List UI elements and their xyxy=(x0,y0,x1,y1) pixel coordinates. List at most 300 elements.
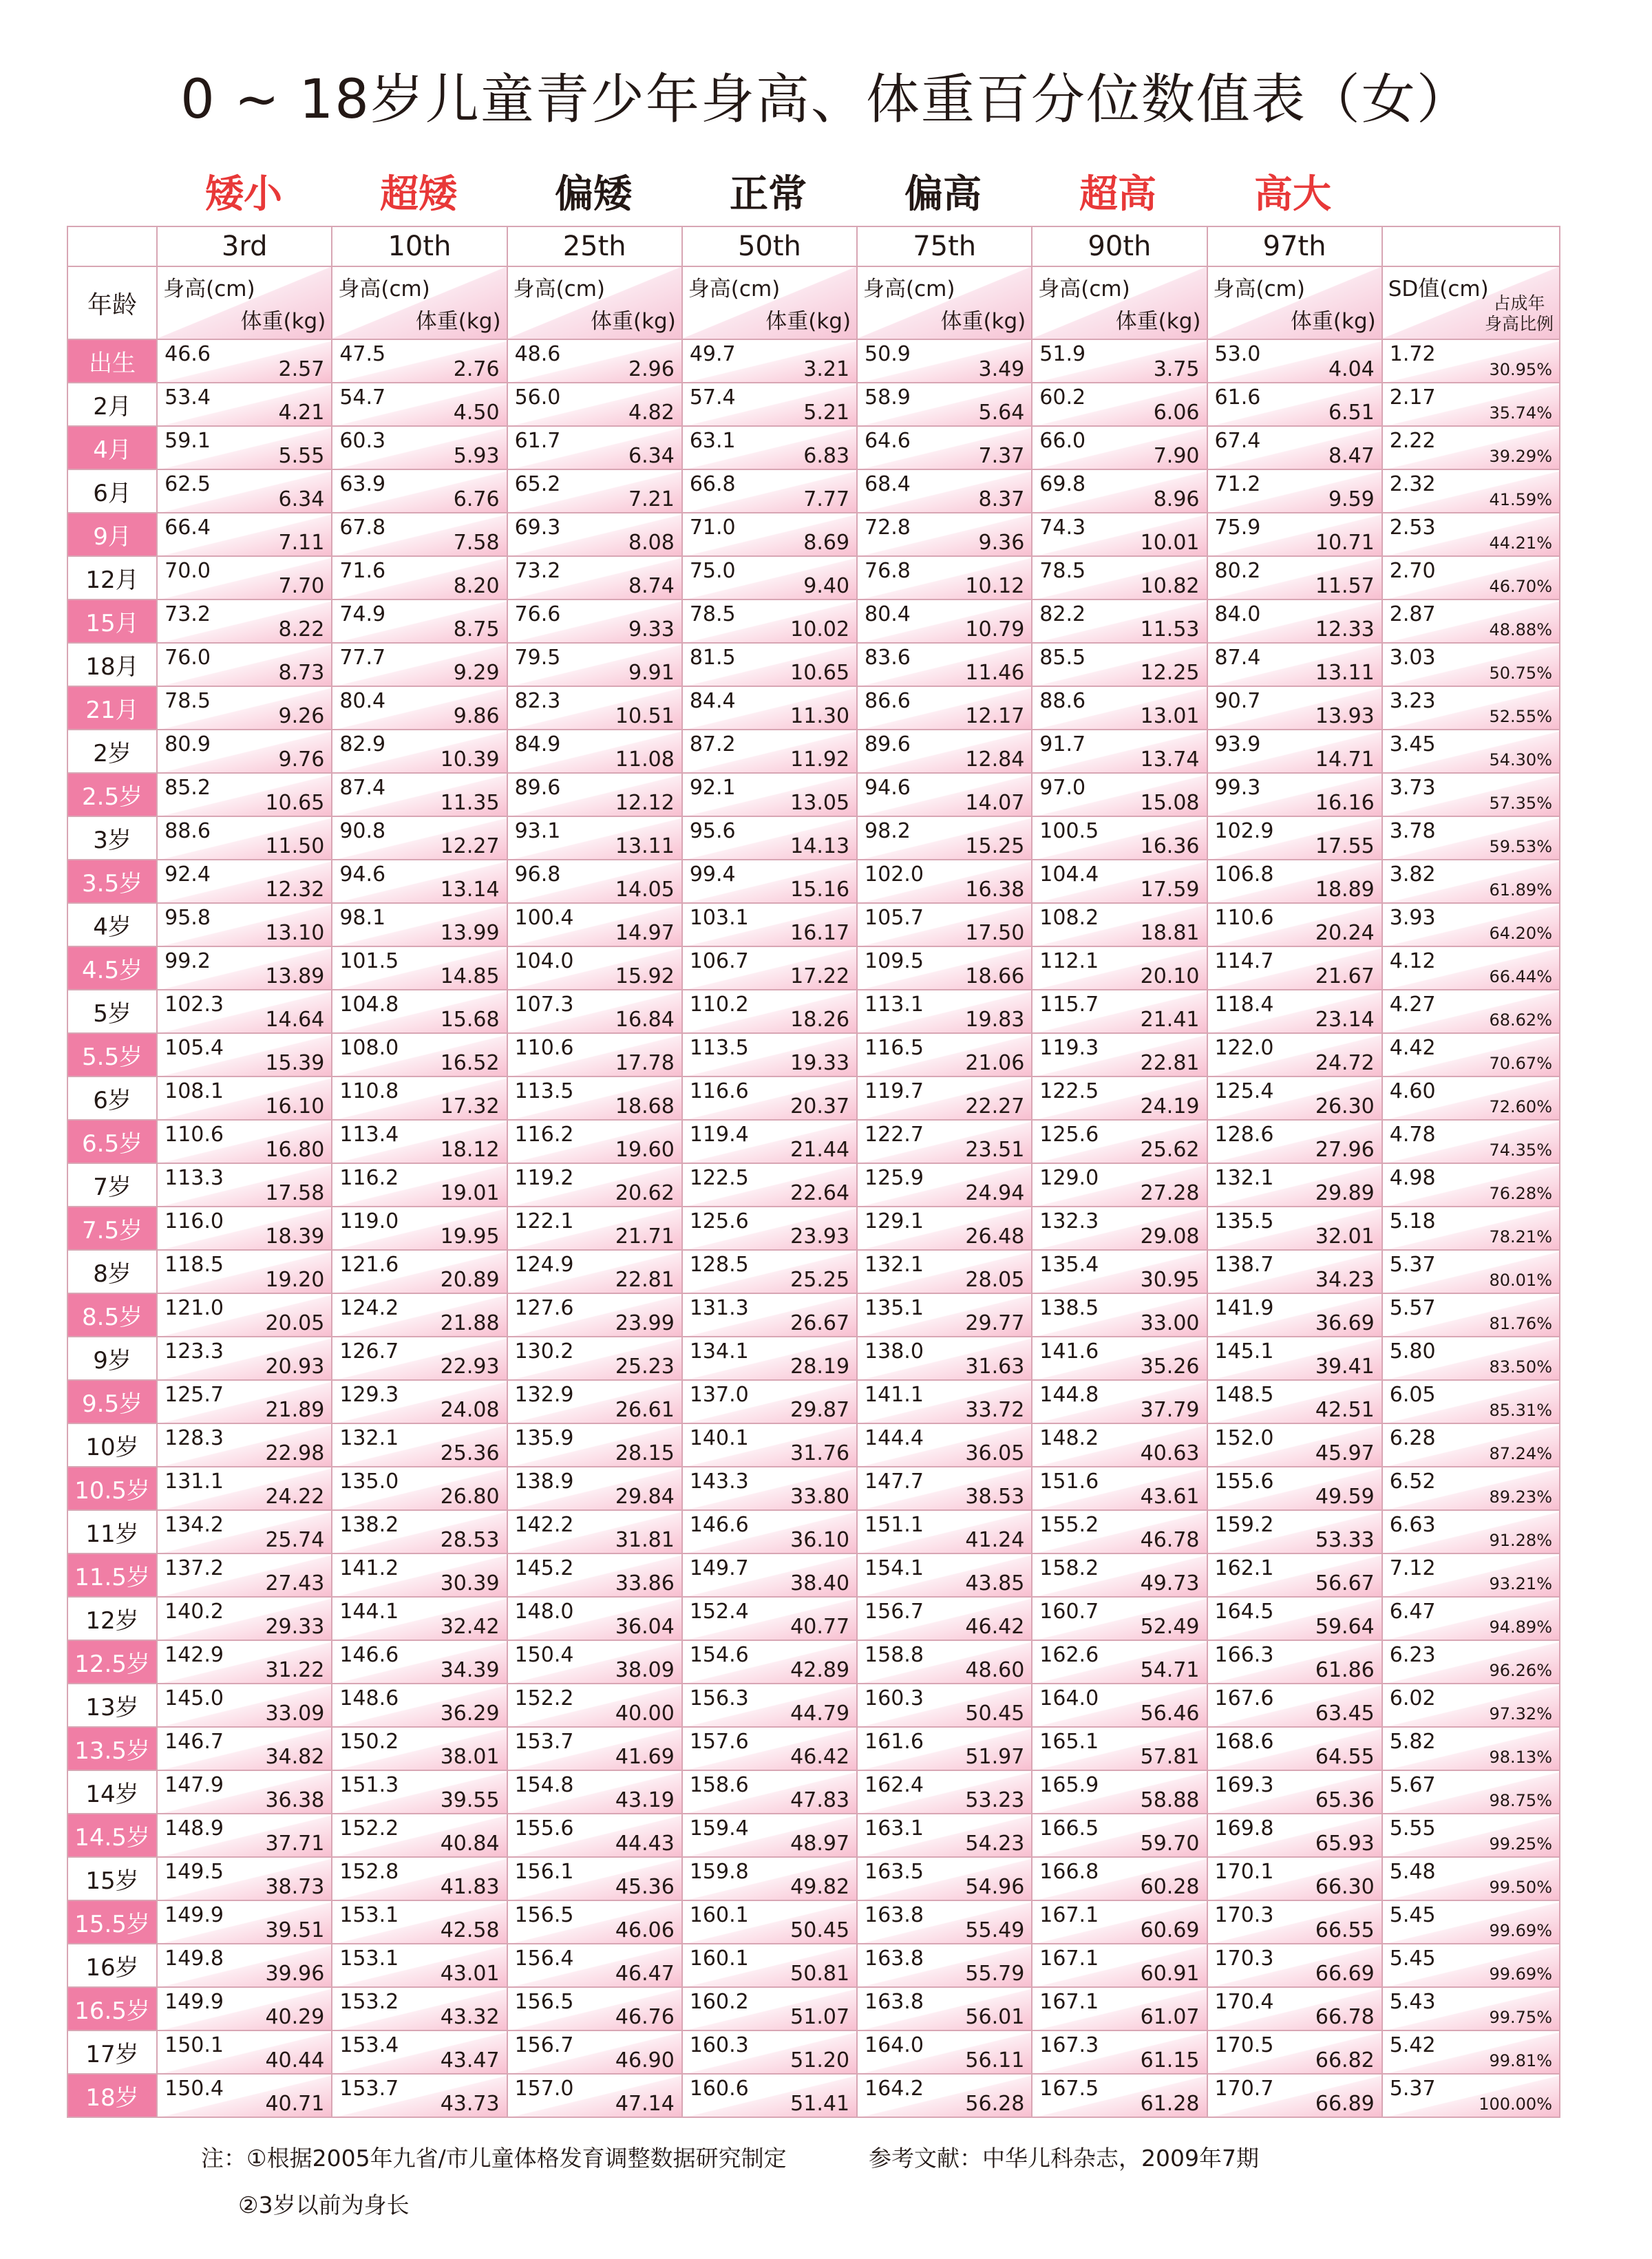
category-label: 正常 xyxy=(730,172,807,217)
adult-ratio-value: 46.70% xyxy=(1489,577,1552,596)
height-value: 158.6 xyxy=(689,1773,749,1797)
weight-value: 13.89 xyxy=(265,964,325,988)
weight-value: 25.74 xyxy=(265,1528,325,1552)
value-cell xyxy=(507,1770,682,1814)
value-cell xyxy=(332,1987,507,2030)
height-value: 84.4 xyxy=(689,689,736,713)
weight-value: 10.39 xyxy=(440,747,500,772)
unit-header xyxy=(1032,266,1207,339)
weight-value: 3.49 xyxy=(978,357,1025,381)
weight-value: 66.89 xyxy=(1315,2092,1375,2116)
height-value: 153.1 xyxy=(339,1947,399,1971)
adult-ratio-value: 98.13% xyxy=(1489,1748,1552,1767)
height-value: 87.4 xyxy=(339,776,386,800)
weight-value: 42.51 xyxy=(1315,1398,1375,1422)
height-value: 69.8 xyxy=(1039,472,1086,496)
weight-unit-label: 体重(kg) xyxy=(1115,309,1201,334)
height-value: 161.6 xyxy=(865,1730,924,1754)
sd-value: 6.63 xyxy=(1389,1513,1436,1537)
height-value: 132.1 xyxy=(339,1426,399,1450)
height-value: 116.0 xyxy=(165,1209,224,1233)
weight-value: 9.33 xyxy=(628,617,675,641)
height-value: 113.4 xyxy=(339,1123,399,1147)
age-cell: 7岁 xyxy=(67,1163,157,1207)
weight-value: 7.58 xyxy=(453,531,500,555)
height-value: 153.2 xyxy=(339,1990,399,2014)
value-cell xyxy=(1207,946,1382,990)
value-cell xyxy=(157,600,332,643)
weight-value: 46.42 xyxy=(790,1745,850,1769)
value-cell xyxy=(857,1380,1032,1423)
height-value: 145.0 xyxy=(165,1686,224,1710)
age-cell: 10.5岁 xyxy=(67,1467,157,1510)
value-cell xyxy=(1207,1250,1382,1293)
sd-cell xyxy=(1382,1423,1560,1467)
value-cell xyxy=(507,1814,682,1857)
height-value: 142.2 xyxy=(514,1513,574,1537)
value-cell xyxy=(857,1163,1032,1207)
value-cell xyxy=(1207,383,1382,426)
sd-cell xyxy=(1382,903,1560,946)
weight-value: 36.29 xyxy=(440,1701,500,1726)
value-cell xyxy=(857,426,1032,469)
height-value: 138.5 xyxy=(1039,1296,1099,1320)
header-blank xyxy=(67,226,157,266)
weight-value: 21.88 xyxy=(440,1311,500,1335)
adult-ratio-value: 87.24% xyxy=(1489,1444,1552,1463)
sd-value: 4.42 xyxy=(1389,1036,1436,1060)
height-value: 138.7 xyxy=(1214,1253,1274,1277)
value-cell xyxy=(857,686,1032,730)
height-value: 137.0 xyxy=(689,1383,749,1407)
value-cell xyxy=(682,600,857,643)
weight-value: 18.89 xyxy=(1315,878,1375,902)
weight-value: 18.12 xyxy=(440,1138,500,1162)
sd-value: 6.02 xyxy=(1389,1686,1436,1710)
value-cell xyxy=(332,730,507,773)
sd-value: 6.47 xyxy=(1389,1600,1436,1624)
height-value: 132.1 xyxy=(865,1253,924,1277)
height-value: 134.2 xyxy=(165,1513,224,1537)
age-cell: 2.5岁 xyxy=(67,773,157,816)
value-cell xyxy=(507,1467,682,1510)
value-cell xyxy=(157,990,332,1033)
height-value: 64.6 xyxy=(865,429,911,453)
height-value: 152.0 xyxy=(1214,1426,1274,1450)
weight-value: 26.67 xyxy=(790,1311,850,1335)
height-value: 122.5 xyxy=(1039,1079,1099,1103)
weight-value: 36.38 xyxy=(265,1788,325,1812)
height-value: 98.1 xyxy=(339,906,386,930)
sd-cell xyxy=(1382,816,1560,860)
sd-cell xyxy=(1382,1900,1560,1944)
weight-value: 16.52 xyxy=(440,1051,500,1075)
value-cell xyxy=(1032,990,1207,1033)
adult-ratio-value: 72.60% xyxy=(1489,1097,1552,1116)
sd-value: 5.57 xyxy=(1389,1296,1436,1320)
weight-value: 49.82 xyxy=(790,1875,850,1899)
sd-value: 5.67 xyxy=(1389,1773,1436,1797)
value-cell xyxy=(1207,339,1382,383)
value-cell xyxy=(157,730,332,773)
weight-value: 43.47 xyxy=(440,2048,500,2072)
age-cell: 4.5岁 xyxy=(67,946,157,990)
value-cell xyxy=(1207,903,1382,946)
value-cell xyxy=(157,1510,332,1553)
value-cell xyxy=(1032,1900,1207,1944)
value-cell xyxy=(857,1987,1032,2030)
height-value: 135.4 xyxy=(1039,1253,1099,1277)
value-cell xyxy=(507,686,682,730)
adult-ratio-value: 35.74% xyxy=(1489,403,1552,423)
weight-value: 36.10 xyxy=(790,1528,850,1552)
adult-ratio-value: 94.89% xyxy=(1489,1618,1552,1637)
height-value: 149.8 xyxy=(165,1947,224,1971)
value-cell xyxy=(857,1293,1032,1337)
height-value: 84.9 xyxy=(514,732,561,756)
value-cell xyxy=(157,1337,332,1380)
weight-value: 14.05 xyxy=(615,878,675,902)
value-cell xyxy=(1207,1423,1382,1467)
table-row xyxy=(67,556,1560,600)
sd-cell xyxy=(1382,1814,1560,1857)
weight-value: 27.96 xyxy=(1315,1138,1375,1162)
value-cell xyxy=(332,1944,507,1987)
weight-value: 21.06 xyxy=(965,1051,1025,1075)
value-cell xyxy=(332,1814,507,1857)
weight-value: 50.45 xyxy=(790,1918,850,1942)
weight-value: 60.28 xyxy=(1140,1875,1200,1899)
weight-value: 4.82 xyxy=(628,401,675,425)
sd-value: 7.12 xyxy=(1389,1556,1436,1580)
weight-value: 22.81 xyxy=(1140,1051,1200,1075)
table-row xyxy=(67,686,1560,730)
height-value: 122.1 xyxy=(514,1209,574,1233)
value-cell xyxy=(857,990,1032,1033)
weight-value: 15.25 xyxy=(965,834,1025,858)
weight-value: 33.09 xyxy=(265,1701,325,1726)
table-row xyxy=(67,339,1560,383)
value-cell xyxy=(682,1337,857,1380)
value-cell xyxy=(507,1120,682,1163)
adult-ratio-value: 61.89% xyxy=(1489,880,1552,900)
height-value: 146.6 xyxy=(339,1643,399,1667)
height-value: 158.8 xyxy=(865,1643,924,1667)
value-cell xyxy=(507,1727,682,1770)
value-cell xyxy=(1032,1814,1207,1857)
height-value: 53.0 xyxy=(1214,342,1261,366)
height-value: 110.2 xyxy=(689,993,749,1017)
height-value: 110.6 xyxy=(1214,906,1274,930)
height-value: 152.4 xyxy=(689,1600,749,1624)
weight-value: 20.89 xyxy=(440,1268,500,1292)
height-value: 159.2 xyxy=(1214,1513,1274,1537)
value-cell xyxy=(857,600,1032,643)
value-cell xyxy=(332,1250,507,1293)
weight-value: 13.11 xyxy=(1315,661,1375,685)
height-value: 100.4 xyxy=(514,906,574,930)
height-value: 169.8 xyxy=(1214,1816,1274,1841)
height-value: 82.3 xyxy=(514,689,561,713)
value-cell xyxy=(857,1033,1032,1077)
value-cell xyxy=(1032,860,1207,903)
value-cell xyxy=(157,2030,332,2074)
table-row xyxy=(67,1033,1560,1077)
weight-value: 5.55 xyxy=(278,444,325,468)
height-value: 103.1 xyxy=(689,906,749,930)
height-value: 129.0 xyxy=(1039,1166,1099,1190)
weight-value: 17.58 xyxy=(265,1181,325,1205)
height-value: 59.1 xyxy=(165,429,211,453)
weight-value: 10.65 xyxy=(790,661,850,685)
height-value: 71.6 xyxy=(339,559,386,583)
sd-header xyxy=(1382,266,1560,339)
weight-value: 40.63 xyxy=(1140,1441,1200,1465)
height-value: 166.3 xyxy=(1214,1643,1274,1667)
value-cell xyxy=(682,1250,857,1293)
value-cell xyxy=(857,1120,1032,1163)
adult-ratio-value: 59.53% xyxy=(1489,837,1552,856)
height-value: 119.2 xyxy=(514,1166,574,1190)
height-value: 163.1 xyxy=(865,1816,924,1841)
height-value: 60.3 xyxy=(339,429,386,453)
height-value: 138.9 xyxy=(514,1470,574,1494)
value-cell xyxy=(507,1033,682,1077)
height-value: 124.9 xyxy=(514,1253,574,1277)
weight-value: 40.71 xyxy=(265,2092,325,2116)
weight-value: 16.10 xyxy=(265,1094,325,1118)
weight-value: 2.57 xyxy=(278,357,325,381)
weight-value: 44.43 xyxy=(615,1832,675,1856)
value-cell xyxy=(1032,1380,1207,1423)
weight-value: 35.26 xyxy=(1140,1355,1200,1379)
weight-value: 46.76 xyxy=(615,2005,675,2029)
height-value: 156.4 xyxy=(514,1947,574,1971)
weight-value: 7.37 xyxy=(978,444,1025,468)
height-value: 170.1 xyxy=(1214,1860,1274,1884)
weight-value: 21.41 xyxy=(1140,1008,1200,1032)
sd-cell xyxy=(1382,686,1560,730)
height-value: 122.5 xyxy=(689,1166,749,1190)
value-cell xyxy=(857,730,1032,773)
weight-value: 43.61 xyxy=(1140,1485,1200,1509)
height-value: 141.6 xyxy=(1039,1339,1099,1364)
height-value: 118.4 xyxy=(1214,993,1274,1017)
value-cell xyxy=(1207,1163,1382,1207)
value-cell xyxy=(507,903,682,946)
value-cell xyxy=(1207,1380,1382,1423)
adult-ratio-value: 99.69% xyxy=(1489,1921,1552,1940)
value-cell xyxy=(857,339,1032,383)
adult-ratio-value: 48.88% xyxy=(1489,620,1552,639)
weight-value: 7.77 xyxy=(803,487,850,511)
weight-value: 31.81 xyxy=(615,1528,675,1552)
weight-value: 4.50 xyxy=(453,401,500,425)
value-cell xyxy=(1207,1857,1382,1900)
height-value: 170.5 xyxy=(1214,2033,1274,2057)
height-value: 170.7 xyxy=(1214,2077,1274,2101)
sd-value: 2.22 xyxy=(1389,429,1436,453)
value-cell xyxy=(332,383,507,426)
value-cell xyxy=(332,1163,507,1207)
age-cell: 21月 xyxy=(67,686,157,730)
weight-value: 20.05 xyxy=(265,1311,325,1335)
height-value: 48.6 xyxy=(514,342,561,366)
adult-ratio-value: 41.59% xyxy=(1489,490,1552,509)
value-cell xyxy=(507,990,682,1033)
value-cell xyxy=(682,860,857,903)
value-cell xyxy=(1207,2074,1382,2117)
weight-value: 8.69 xyxy=(803,531,850,555)
value-cell xyxy=(332,600,507,643)
weight-value: 14.07 xyxy=(965,791,1025,815)
value-cell xyxy=(857,1510,1032,1553)
value-cell xyxy=(507,556,682,600)
height-value: 122.0 xyxy=(1214,1036,1274,1060)
height-value: 113.5 xyxy=(514,1079,574,1103)
weight-value: 9.76 xyxy=(278,747,325,772)
height-value: 164.0 xyxy=(865,2033,924,2057)
weight-value: 46.78 xyxy=(1140,1528,1200,1552)
height-value: 92.1 xyxy=(689,776,736,800)
value-cell xyxy=(507,1684,682,1727)
value-cell xyxy=(1207,686,1382,730)
age-cell: 12岁 xyxy=(67,1597,157,1640)
weight-value: 15.16 xyxy=(790,878,850,902)
value-cell xyxy=(1032,513,1207,556)
weight-value: 51.20 xyxy=(790,2048,850,2072)
table-row xyxy=(67,1814,1560,1857)
height-value: 170.3 xyxy=(1214,1903,1274,1927)
height-value: 159.4 xyxy=(689,1816,749,1841)
height-value: 141.1 xyxy=(865,1383,924,1407)
height-value: 162.6 xyxy=(1039,1643,1099,1667)
age-cell: 12.5岁 xyxy=(67,1640,157,1684)
weight-value: 56.67 xyxy=(1315,1571,1375,1595)
adult-ratio-value: 52.55% xyxy=(1489,707,1552,726)
weight-value: 31.22 xyxy=(265,1658,325,1682)
weight-value: 12.17 xyxy=(965,704,1025,728)
sd-cell xyxy=(1382,2074,1560,2117)
value-cell xyxy=(1207,1727,1382,1770)
value-cell xyxy=(857,383,1032,426)
value-cell xyxy=(857,643,1032,686)
sd-cell xyxy=(1382,730,1560,773)
sd-cell xyxy=(1382,773,1560,816)
weight-value: 43.01 xyxy=(440,1962,500,1986)
weight-value: 13.14 xyxy=(440,878,500,902)
height-value: 110.8 xyxy=(339,1079,399,1103)
height-value: 150.1 xyxy=(165,2033,224,2057)
value-cell xyxy=(1032,600,1207,643)
age-cell: 16.5岁 xyxy=(67,1987,157,2030)
value-cell xyxy=(507,1163,682,1207)
adult-ratio-value: 80.01% xyxy=(1489,1271,1552,1290)
adult-ratio-value: 99.69% xyxy=(1489,1964,1552,1984)
height-value: 82.9 xyxy=(339,732,386,756)
height-value: 102.9 xyxy=(1214,819,1274,843)
weight-unit-label: 体重(kg) xyxy=(415,309,501,334)
sd-value: 5.43 xyxy=(1389,1990,1436,2014)
height-unit-label: 身高(cm) xyxy=(688,277,781,301)
value-cell xyxy=(332,773,507,816)
category-labels xyxy=(0,164,1652,219)
value-cell xyxy=(857,1250,1032,1293)
weight-value: 56.46 xyxy=(1140,1701,1200,1726)
weight-value: 34.23 xyxy=(1315,1268,1375,1292)
value-cell xyxy=(857,946,1032,990)
height-value: 156.1 xyxy=(514,1860,574,1884)
weight-value: 29.08 xyxy=(1140,1224,1200,1249)
weight-value: 11.30 xyxy=(790,704,850,728)
height-value: 168.6 xyxy=(1214,1730,1274,1754)
age-cell: 3.5岁 xyxy=(67,860,157,903)
weight-value: 12.27 xyxy=(440,834,500,858)
height-value: 72.8 xyxy=(865,516,911,540)
height-value: 135.1 xyxy=(865,1296,924,1320)
value-cell xyxy=(857,1077,1032,1120)
value-cell xyxy=(332,2030,507,2074)
height-value: 87.4 xyxy=(1214,646,1261,670)
weight-value: 4.21 xyxy=(278,401,325,425)
weight-value: 36.04 xyxy=(615,1615,675,1639)
weight-value: 15.08 xyxy=(1140,791,1200,815)
weight-value: 11.53 xyxy=(1140,617,1200,641)
sd-value: 2.17 xyxy=(1389,385,1436,410)
value-cell xyxy=(157,1250,332,1293)
sd-cell xyxy=(1382,1727,1560,1770)
weight-value: 38.09 xyxy=(615,1658,675,1682)
table-row xyxy=(67,1770,1560,1814)
weight-value: 8.20 xyxy=(453,574,500,598)
weight-value: 11.08 xyxy=(615,747,675,772)
value-cell xyxy=(1032,686,1207,730)
adult-ratio-value: 50.75% xyxy=(1489,664,1552,683)
table-row xyxy=(67,1944,1560,1987)
height-value: 135.5 xyxy=(1214,1209,1274,1233)
height-value: 106.7 xyxy=(689,949,749,973)
value-cell xyxy=(507,730,682,773)
table-row xyxy=(67,1640,1560,1684)
value-cell xyxy=(507,643,682,686)
value-cell xyxy=(1207,990,1382,1033)
weight-value: 9.40 xyxy=(803,574,850,598)
weight-value: 66.78 xyxy=(1315,2005,1375,2029)
weight-value: 7.90 xyxy=(1153,444,1200,468)
weight-value: 17.22 xyxy=(790,964,850,988)
weight-value: 17.32 xyxy=(440,1094,500,1118)
category-label: 高大 xyxy=(1254,172,1331,217)
sd-cell xyxy=(1382,1467,1560,1510)
category-label: 超矮 xyxy=(380,172,457,217)
height-value: 166.5 xyxy=(1039,1816,1099,1841)
sd-value: 3.82 xyxy=(1389,862,1436,887)
height-value: 167.1 xyxy=(1039,1990,1099,2014)
height-value: 74.3 xyxy=(1039,516,1086,540)
weight-value: 28.05 xyxy=(965,1268,1025,1292)
weight-value: 60.69 xyxy=(1140,1918,1200,1942)
value-cell xyxy=(332,1900,507,1944)
value-cell xyxy=(1207,1597,1382,1640)
sd-cell xyxy=(1382,1553,1560,1597)
height-value: 113.1 xyxy=(865,993,924,1017)
age-cell: 18月 xyxy=(67,643,157,686)
weight-value: 26.61 xyxy=(615,1398,675,1422)
weight-value: 25.25 xyxy=(790,1268,850,1292)
weight-value: 7.21 xyxy=(628,487,675,511)
adult-ratio-value: 78.21% xyxy=(1489,1227,1552,1247)
weight-value: 21.71 xyxy=(615,1224,675,1249)
